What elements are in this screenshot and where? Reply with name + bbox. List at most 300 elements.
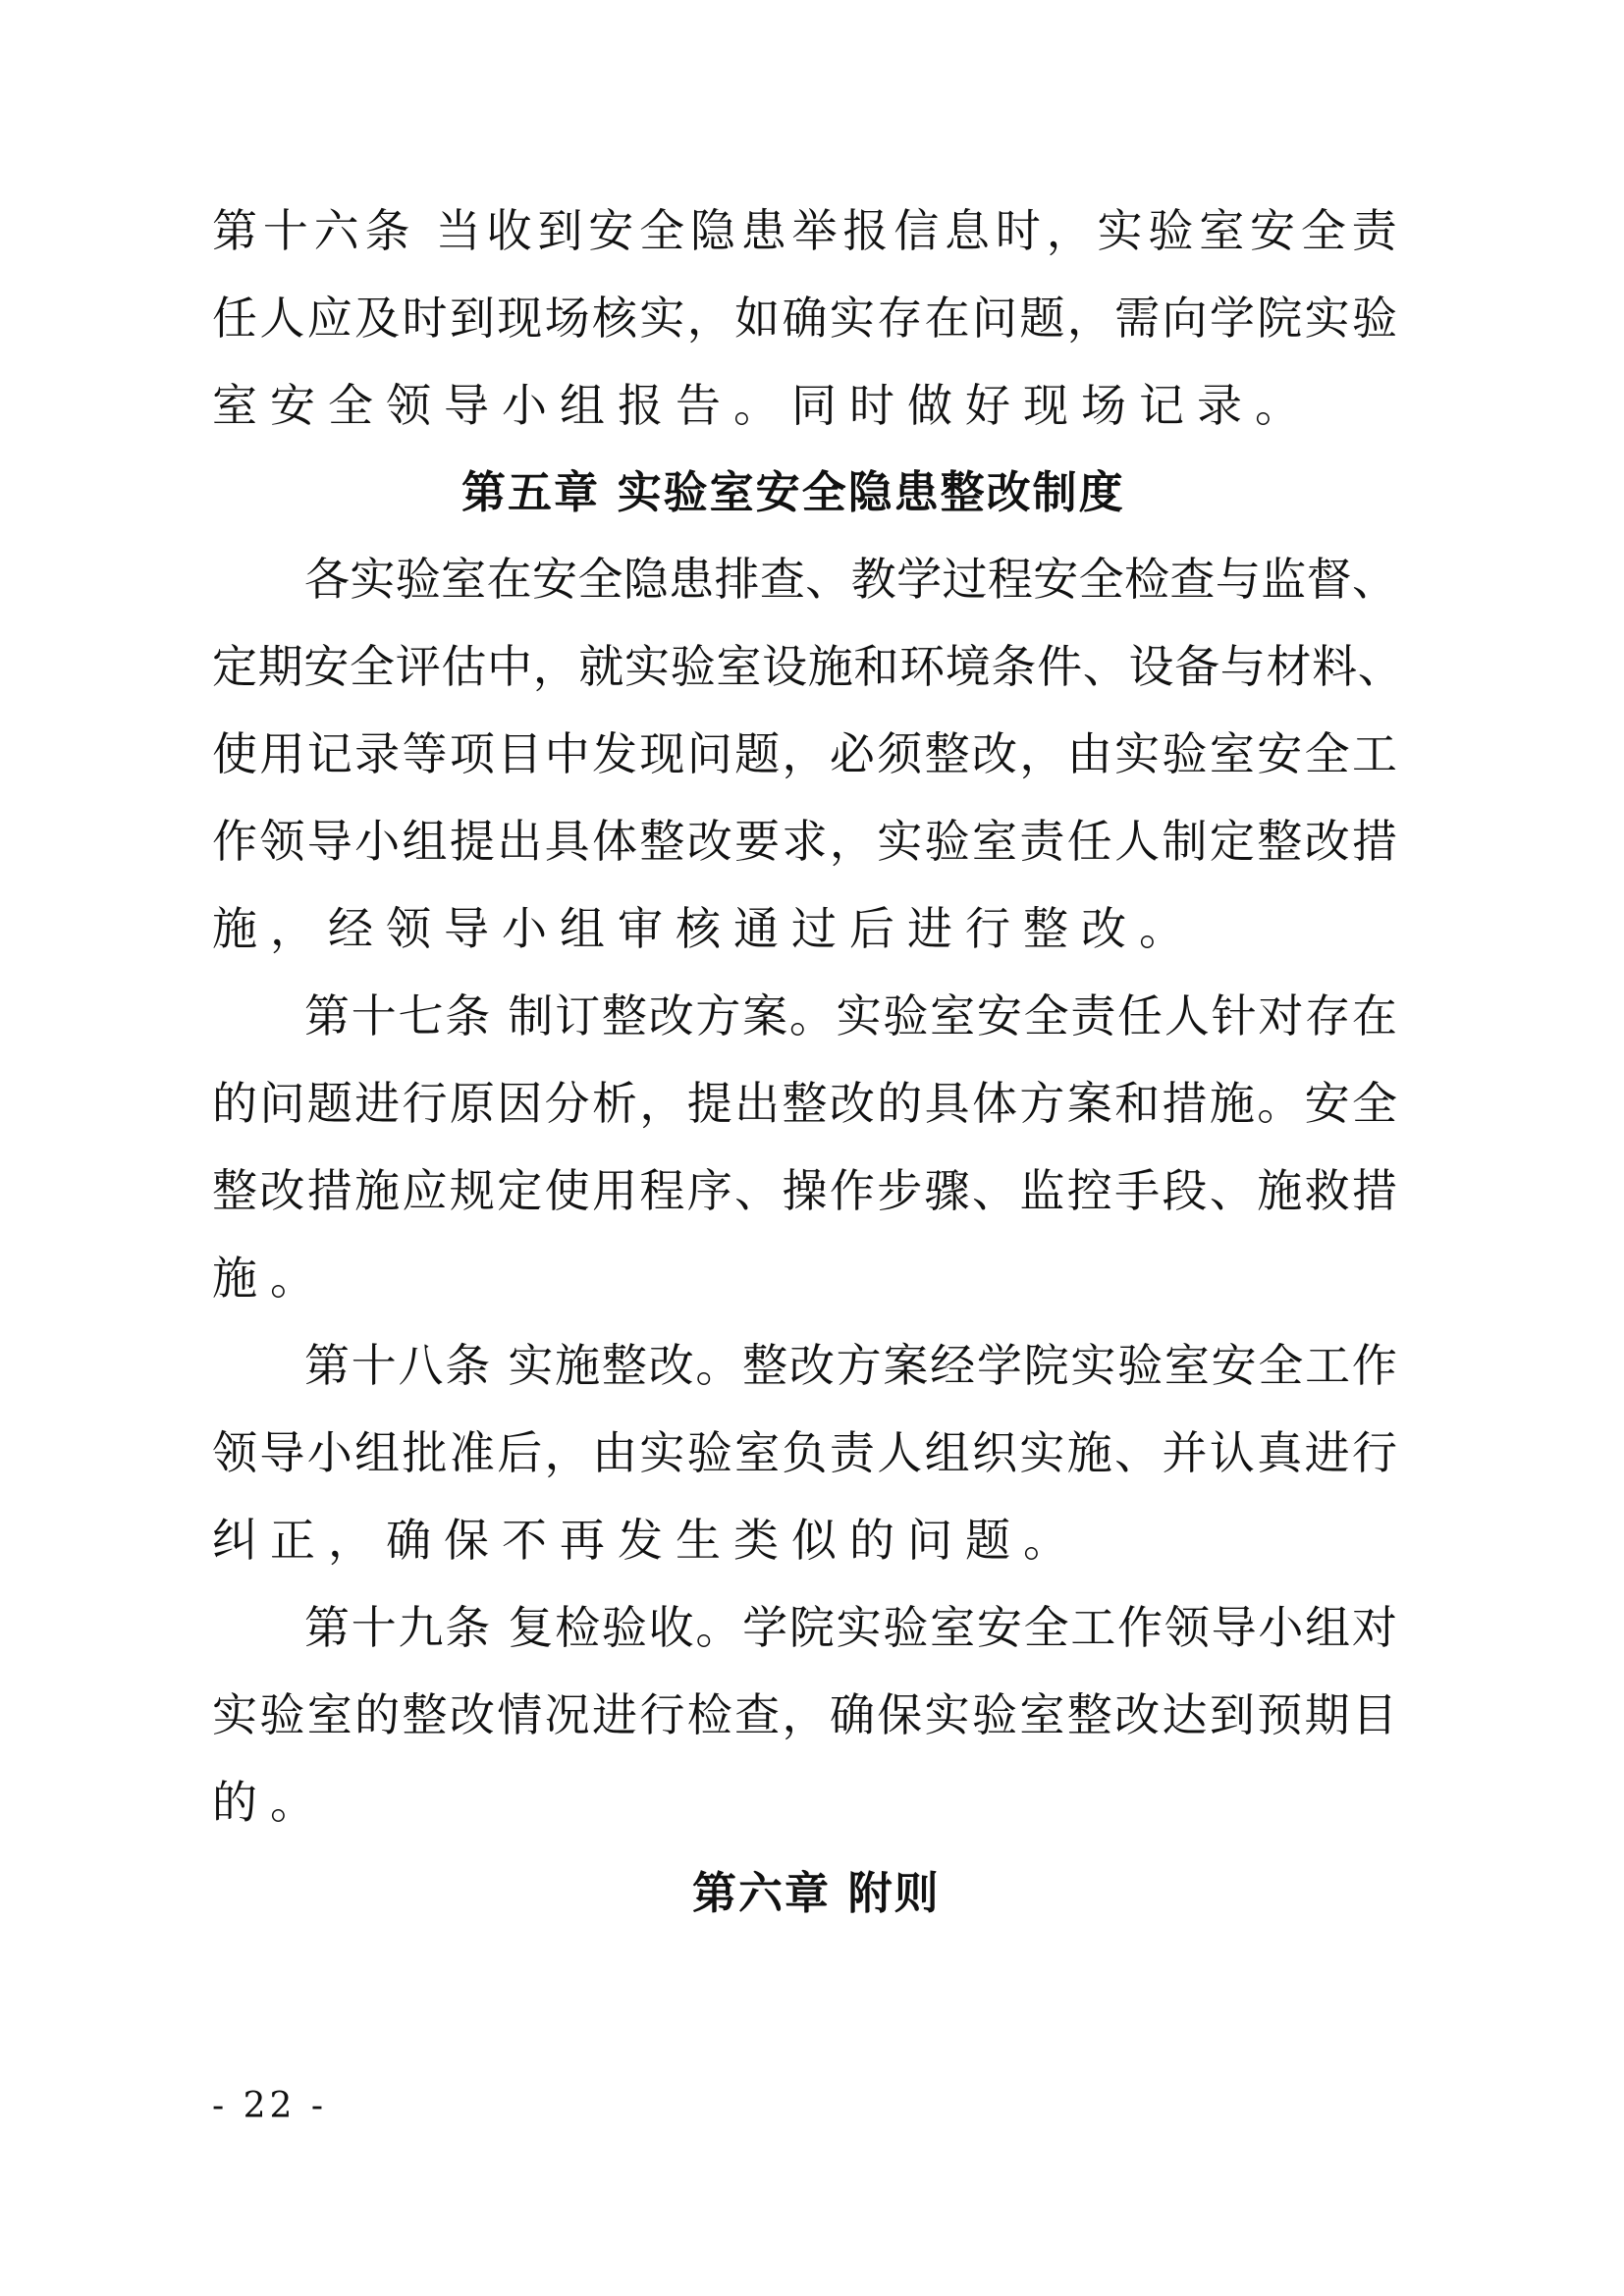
text-character: 制 (1162, 815, 1208, 868)
text-character: 时 (995, 204, 1041, 257)
text-character: 存 (1305, 989, 1351, 1042)
text-character: 具 (924, 1077, 970, 1130)
text-character: 全 (1023, 989, 1069, 1042)
chapter-6-heading: 第六章 附则 (692, 1867, 941, 1919)
text-character: 改 (259, 1164, 305, 1217)
text-character: 院 (1257, 292, 1303, 345)
text-character: 实 (829, 292, 875, 345)
text-character: 学 (742, 1601, 788, 1654)
text-character: 整 (1257, 815, 1303, 868)
text-character: 改 (449, 1688, 495, 1741)
text-character: 达 (1162, 1688, 1208, 1741)
text-character: 全 (577, 553, 623, 606)
text-character: 信 (893, 204, 940, 257)
text-character: 、 (1082, 640, 1128, 693)
text-character: 责 (829, 1426, 875, 1479)
text-character: 改 (686, 815, 732, 868)
text-character: 到 (1209, 1688, 1255, 1741)
text-character: 责 (1019, 815, 1065, 868)
text-character: 问 (686, 727, 732, 780)
text-character: 条 (991, 640, 1037, 693)
text-character: 应 (306, 292, 352, 345)
text-character: 小 (306, 1426, 352, 1479)
text-character: 改 (788, 1339, 835, 1392)
text-character: 目 (1352, 1688, 1397, 1741)
text-character: 材 (1266, 640, 1312, 693)
text-character: 认 (1209, 1426, 1255, 1479)
text-character: 体 (592, 815, 637, 868)
text-character: 的 (354, 1688, 401, 1741)
text-character: 改 (648, 1339, 694, 1392)
text-character: 复 (508, 1601, 554, 1654)
article-18-line-1 (304, 1339, 1397, 1392)
text-character: 验 (395, 553, 441, 606)
text-character: 应 (402, 1164, 448, 1217)
text-character: 到 (449, 292, 495, 345)
text-character: 施 (354, 1164, 401, 1217)
article-19-line-2 (212, 1688, 1397, 1741)
text-character: 使 (544, 1164, 590, 1217)
text-character: 问 (259, 1077, 305, 1130)
text-character: 制 (508, 989, 554, 1042)
text-character: 十 (262, 204, 308, 257)
text-character: 由 (1066, 727, 1112, 780)
text-character: 定 (497, 1164, 543, 1217)
text-character: 保 (877, 1688, 923, 1741)
text-character: 因 (497, 1077, 543, 1130)
text-character: 具 (544, 815, 590, 868)
text-character: 六 (313, 204, 359, 257)
text-character: 现 (497, 292, 543, 345)
text-character: 实 (350, 553, 396, 606)
text-character: 。 (695, 1601, 741, 1654)
text-character: 向 (1162, 292, 1208, 345)
text-character: 安 (976, 989, 1022, 1042)
text-character: 定 (212, 640, 257, 693)
text-character: 检 (1124, 553, 1170, 606)
article-18-line-2 (212, 1426, 1397, 1479)
text-character: 设 (1128, 640, 1174, 693)
text-character: 提 (686, 1077, 732, 1130)
text-character: 进 (354, 1077, 401, 1130)
text-character: 息 (945, 204, 991, 257)
text-character: 任 (1066, 815, 1112, 868)
text-character: 工 (1070, 1601, 1116, 1654)
text-character: 题 (1019, 292, 1065, 345)
text-character: 第 (304, 989, 350, 1042)
text-character: 教 (850, 553, 896, 606)
article-19-line-1 (304, 1601, 1397, 1654)
text-character: 施 (1209, 1077, 1255, 1130)
text-character: 经 (930, 1339, 976, 1392)
text-character: 实 (924, 1688, 970, 1741)
text-character: 程 (987, 553, 1033, 606)
page-number: - 22 - (212, 2086, 328, 2126)
text-character: 十 (351, 1339, 397, 1392)
text-character: 订 (555, 989, 601, 1042)
text-character: 步 (877, 1164, 923, 1217)
text-character: 分 (544, 1077, 590, 1130)
text-character: 、 (734, 1164, 781, 1217)
text-character: 实 (836, 1601, 882, 1654)
text-character: 发 (592, 727, 637, 780)
text-character: 行 (639, 1688, 685, 1741)
text-character: 领 (259, 815, 305, 868)
text-character: 实 (639, 292, 685, 345)
text-character: 批 (402, 1426, 448, 1479)
text-character: 出 (497, 815, 543, 868)
text-character: 验 (670, 640, 716, 693)
text-character: 第 (304, 1339, 350, 1392)
text-character: 改 (1114, 1688, 1161, 1741)
text-character: 核 (592, 292, 637, 345)
text-character: 检 (555, 1601, 601, 1654)
text-character (492, 1605, 507, 1650)
text-character: 整 (601, 1339, 647, 1392)
text-character: 境 (945, 640, 991, 693)
text-character: 人 (1164, 989, 1210, 1042)
text-character: 实 (836, 989, 882, 1042)
text-character: 施 (555, 1339, 601, 1392)
text-character: 要 (734, 815, 781, 868)
text-character: 室 (441, 553, 487, 606)
text-character: 施 (1066, 1426, 1112, 1479)
text-character: 救 (1304, 1164, 1350, 1217)
text-character: 目 (497, 727, 543, 780)
text-character: 准 (449, 1426, 495, 1479)
text-character: 任 (1117, 989, 1164, 1042)
text-character: 责 (1351, 204, 1397, 257)
text-character: 第 (212, 204, 257, 257)
article-16-line-2 (212, 292, 1397, 345)
article-17-line-3 (212, 1164, 1397, 1217)
text-character: 条 (445, 1601, 491, 1654)
text-character: 设 (762, 640, 808, 693)
text-character: 全 (1300, 204, 1346, 257)
text-character: 项 (449, 727, 495, 780)
chapter-5-heading: 第五章 实验室安全隐患整改制度 (461, 466, 1125, 518)
text-character: 件 (1037, 640, 1083, 693)
text-character: 。 (695, 1339, 741, 1392)
text-character: 领 (1164, 1601, 1210, 1654)
text-character: 全 (1078, 553, 1124, 606)
text-character: 段 (1162, 1164, 1208, 1217)
text-character: 条 (445, 989, 491, 1042)
text-character: ， (1046, 204, 1092, 257)
article-19-line-3: 的。 (212, 1776, 328, 1829)
text-character: 问 (972, 292, 1017, 345)
text-character: 与 (1215, 553, 1261, 606)
text-character: 定 (1209, 815, 1255, 868)
text-character: 作 (212, 815, 257, 868)
text-character: 室 (1209, 727, 1255, 780)
text-character: 安 (303, 640, 350, 693)
text-character: 验 (1117, 1339, 1164, 1392)
text-character: 工 (1305, 1339, 1351, 1392)
text-character: 中 (544, 727, 590, 780)
text-character: ， (686, 292, 732, 345)
text-character: 、 (1114, 1426, 1161, 1479)
text-character (492, 993, 507, 1039)
text-character: 改 (972, 727, 1017, 780)
text-character: 行 (402, 1077, 448, 1130)
text-character: 实 (1097, 204, 1143, 257)
text-character: 九 (398, 1601, 444, 1654)
text-character: 隐 (623, 553, 669, 606)
text-character: 举 (791, 204, 838, 257)
text-character: 措 (1352, 1164, 1397, 1217)
text-character: 组 (354, 1426, 401, 1479)
text-character: 措 (1162, 1077, 1208, 1130)
text-character: 实 (1304, 292, 1350, 345)
text-character: 需 (1114, 292, 1161, 345)
text-character: 对 (1258, 989, 1304, 1042)
text-character: 安 (1211, 1339, 1257, 1392)
text-character: 如 (734, 292, 781, 345)
text-character: 手 (1114, 1164, 1161, 1217)
article-16-line-1 (212, 204, 1397, 257)
text-character: 验 (1148, 204, 1194, 257)
text-character: 案 (1066, 1077, 1112, 1130)
text-character: 确 (782, 292, 828, 345)
text-character: 安 (531, 553, 577, 606)
text-character: 场 (544, 292, 590, 345)
text-character: 十 (351, 1601, 397, 1654)
text-character: 全 (1258, 1339, 1304, 1392)
text-character: 七 (398, 989, 444, 1042)
text-character: 导 (1211, 1601, 1257, 1654)
article-17-line-1 (304, 989, 1397, 1042)
text-character: 人 (259, 292, 305, 345)
text-character: 控 (1066, 1164, 1112, 1217)
text-character (415, 208, 430, 253)
article-17-line-4: 施。 (212, 1252, 328, 1305)
text-character: ， (1019, 727, 1065, 780)
text-character: 序 (686, 1164, 732, 1217)
text-character: 改 (1304, 815, 1350, 868)
text-character: 时 (402, 292, 448, 345)
text-character: 方 (1019, 1077, 1065, 1130)
text-character: 全 (1023, 1601, 1069, 1654)
text-character: 施 (1257, 1164, 1303, 1217)
text-character: 预 (1257, 1688, 1303, 1741)
text-character: ， (782, 1688, 828, 1741)
text-character: 存 (877, 292, 923, 345)
text-character: 八 (398, 1339, 444, 1392)
text-character: 的 (877, 1077, 923, 1130)
text-character: 各 (304, 553, 350, 606)
text-character: 实 (877, 815, 923, 868)
text-character: 、 (972, 1164, 1017, 1217)
text-character: 在 (486, 553, 532, 606)
text-character: 行 (1352, 1426, 1397, 1479)
text-character: ， (532, 640, 578, 693)
text-character: 改 (829, 1077, 875, 1130)
text-character: 程 (639, 1164, 685, 1217)
text-character: 改 (648, 989, 694, 1042)
text-character: 体 (972, 1077, 1017, 1130)
text-character: 和 (1114, 1077, 1161, 1130)
text-character: 作 (1117, 1601, 1164, 1654)
text-character: 题 (306, 1077, 352, 1130)
text-character: 验 (972, 1688, 1017, 1741)
text-character: 安 (1250, 204, 1296, 257)
text-character: 实 (508, 1339, 554, 1392)
text-character: 操 (782, 1164, 828, 1217)
text-character: 进 (1304, 1426, 1350, 1479)
text-character: 患 (740, 204, 786, 257)
text-character: 后 (497, 1426, 543, 1479)
text-character: 整 (212, 1164, 257, 1217)
text-character: 督 (1306, 553, 1352, 606)
text-character: 室 (716, 640, 762, 693)
article-17-line-2 (212, 1077, 1397, 1130)
text-character: 作 (1351, 1339, 1397, 1392)
chapter-5-intro-line-4 (212, 815, 1397, 868)
text-character: 况 (544, 1688, 590, 1741)
text-character: 验 (1352, 292, 1397, 345)
text-character: 评 (395, 640, 441, 693)
text-character: 备 (1174, 640, 1220, 693)
text-character: 条 (445, 1339, 491, 1392)
article-16-line-3: 室安全领导小组报告。同时做好现场记录。 (212, 379, 1313, 432)
text-character: 监 (1019, 1164, 1065, 1217)
text-character: 安 (1304, 1077, 1350, 1130)
text-character: 须 (877, 727, 923, 780)
text-character: 报 (842, 204, 889, 257)
text-character: 求 (782, 815, 828, 868)
chapter-5-intro-line-2 (212, 640, 1403, 693)
text-character: 的 (212, 1077, 257, 1130)
text-character: 室 (1199, 204, 1245, 257)
chapter-5-intro-line-3 (212, 727, 1397, 780)
text-character: 人 (1114, 815, 1161, 868)
text-character: 进 (592, 1688, 637, 1741)
text-character: 收 (648, 1601, 694, 1654)
text-character: 、 (1209, 1164, 1255, 1217)
text-character: 实 (1070, 1339, 1116, 1392)
text-character: 规 (449, 1164, 495, 1217)
text-character: 方 (695, 989, 741, 1042)
text-character: 期 (1304, 1688, 1350, 1741)
text-character: 过 (942, 553, 988, 606)
text-character: 到 (537, 204, 583, 257)
text-character: 与 (1219, 640, 1266, 693)
text-character: 验 (686, 1426, 732, 1479)
text-character: 室 (972, 815, 1017, 868)
text-character: 安 (1033, 553, 1079, 606)
text-character: 安 (588, 204, 634, 257)
text-character: 析 (592, 1077, 637, 1130)
text-character: 监 (1261, 553, 1307, 606)
text-character: 题 (734, 727, 781, 780)
text-character: 验 (883, 989, 929, 1042)
text-character: 整 (601, 989, 647, 1042)
text-character: 收 (486, 204, 532, 257)
text-character: 领 (212, 1426, 257, 1479)
text-character: 学 (1209, 292, 1255, 345)
text-character: 实 (212, 1688, 257, 1741)
text-character: 整 (742, 1339, 788, 1392)
text-character: 案 (883, 1339, 929, 1392)
text-character: 室 (930, 1601, 976, 1654)
text-character: 期 (257, 640, 303, 693)
text-character: 排 (714, 553, 760, 606)
text-character: 情 (497, 1688, 543, 1741)
text-character: ， (1066, 292, 1112, 345)
text-character: 及 (354, 292, 401, 345)
text-character: 学 (976, 1339, 1022, 1392)
text-character: 查 (734, 1688, 781, 1741)
text-character: 责 (1070, 989, 1116, 1042)
text-character: 条 (364, 204, 410, 257)
text-character: 用 (259, 727, 305, 780)
text-character: 检 (686, 1688, 732, 1741)
text-character: 全 (1352, 1077, 1397, 1130)
text-character: 全 (350, 640, 396, 693)
text-character: 对 (1351, 1601, 1397, 1654)
text-character: 患 (669, 553, 715, 606)
text-character: 用 (592, 1164, 637, 1217)
text-character: 十 (351, 989, 397, 1042)
text-character: 组 (402, 815, 448, 868)
text-character: 环 (899, 640, 946, 693)
text-character: 措 (306, 1164, 352, 1217)
text-character: 使 (212, 727, 257, 780)
text-character: 室 (306, 1688, 352, 1741)
text-character: 并 (1162, 1426, 1208, 1479)
chapter-5-intro-line-1 (304, 553, 1397, 606)
text-character: 在 (924, 292, 970, 345)
text-character: 由 (592, 1426, 637, 1479)
text-character: 方 (836, 1339, 882, 1392)
text-character: 现 (639, 727, 685, 780)
text-character: 作 (829, 1164, 875, 1217)
text-character: 导 (259, 1426, 305, 1479)
text-character: 出 (734, 1077, 781, 1130)
article-18-line-3: 纠正，确保不再发生类似的问题。 (212, 1514, 1081, 1567)
text-character: 安 (976, 1601, 1022, 1654)
text-character (492, 1343, 507, 1388)
text-character: 验 (924, 815, 970, 868)
text-character: ， (639, 1077, 685, 1130)
text-character: 人 (877, 1426, 923, 1479)
text-character: 整 (782, 1077, 828, 1130)
text-character: 验 (883, 1601, 929, 1654)
text-character: 录 (354, 727, 401, 780)
text-character: 真 (1257, 1426, 1303, 1479)
text-character: 室 (734, 1426, 781, 1479)
text-character: 实 (1019, 1426, 1065, 1479)
text-character: 估 (441, 640, 487, 693)
text-character: 。 (788, 989, 835, 1042)
text-character: 组 (1305, 1601, 1351, 1654)
text-character: 导 (306, 815, 352, 868)
text-character: 整 (639, 815, 685, 868)
text-character: 提 (449, 815, 495, 868)
text-character: 、 (1357, 640, 1403, 693)
text-character: 整 (924, 727, 970, 780)
text-character: ， (544, 1426, 590, 1479)
text-character: 负 (782, 1426, 828, 1479)
text-character: 和 (853, 640, 899, 693)
text-character: 安 (1257, 727, 1303, 780)
text-character: 针 (1211, 989, 1257, 1042)
text-character: 小 (1258, 1601, 1304, 1654)
text-character: 验 (601, 1601, 647, 1654)
text-character: 、 (805, 553, 851, 606)
text-character: 在 (1351, 989, 1397, 1042)
